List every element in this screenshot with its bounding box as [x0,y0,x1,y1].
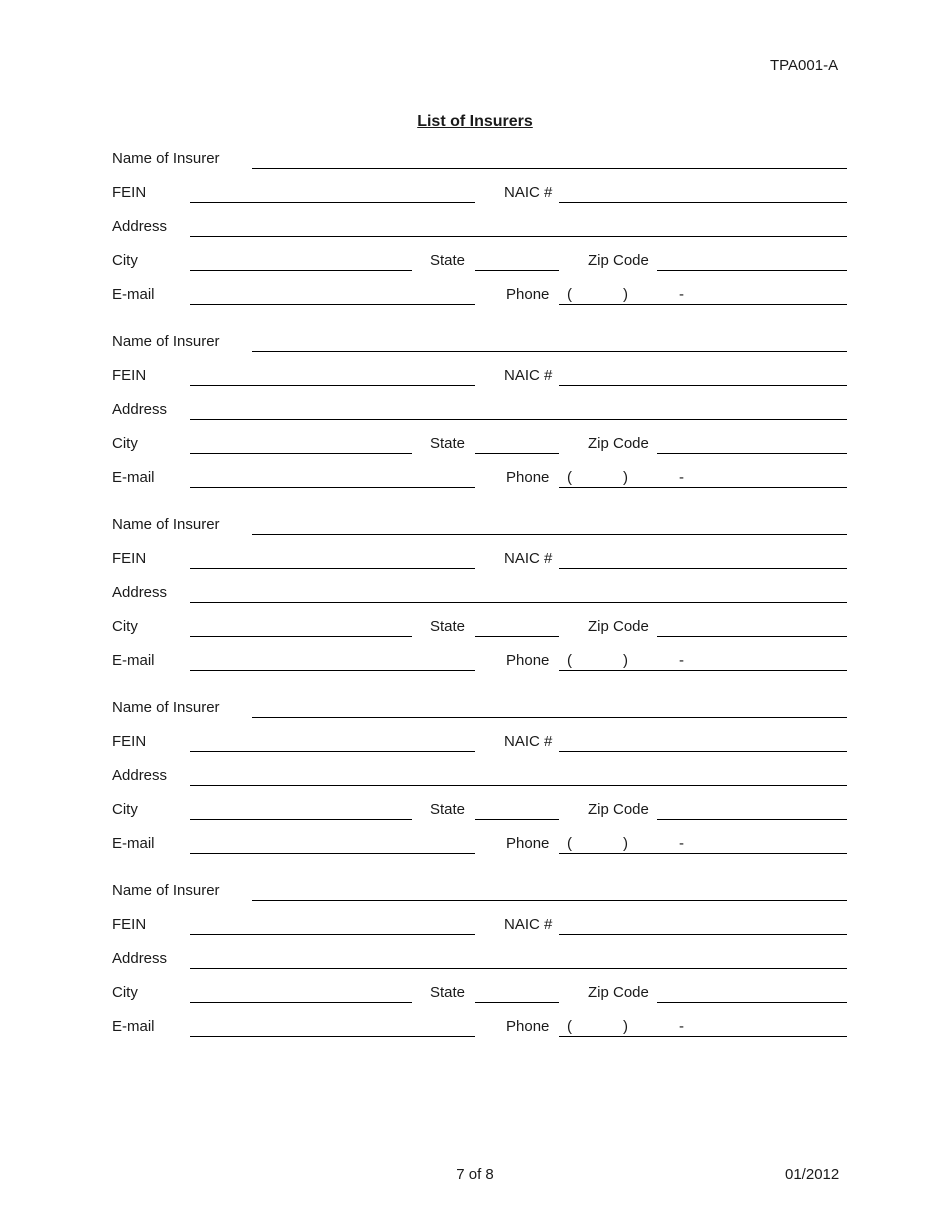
email-field[interactable] [190,835,475,854]
label-fein: FEIN [112,550,147,567]
name-of-insurer-field[interactable] [252,516,847,535]
name-of-insurer-field[interactable] [252,333,847,352]
fein-field[interactable] [190,184,475,203]
phone-field[interactable] [559,1018,847,1037]
label-phone: Phone [506,286,550,303]
name-of-insurer-field[interactable] [252,699,847,718]
city-field[interactable] [190,618,412,637]
label-address: Address [112,767,168,784]
naic-field[interactable] [559,550,847,569]
revision-date: 01/2012 [785,1166,840,1183]
label-state: State [430,618,466,635]
phone-dash: - [679,286,684,303]
phone-dash: - [679,652,684,669]
insurer-block-5 [0,882,950,1057]
page-title: List of Insurers [417,113,533,130]
label-city: City [112,984,138,1001]
naic-field[interactable] [559,916,847,935]
address-field[interactable] [190,401,847,420]
phone-close-paren: ) [623,469,628,486]
zip-code-field[interactable] [657,618,847,637]
label-name-of-insurer: Name of Insurer [112,150,220,167]
label-address: Address [112,584,168,601]
insurer-block-2 [0,333,950,508]
label-state: State [430,435,466,452]
zip-code-field[interactable] [657,984,847,1003]
address-field[interactable] [190,218,847,237]
phone-open-paren: ( [567,652,572,669]
label-state: State [430,984,466,1001]
address-field[interactable] [190,950,847,969]
label-phone: Phone [506,835,550,852]
page-number: 7 of 8 [456,1166,494,1183]
phone-open-paren: ( [567,469,572,486]
state-field[interactable] [475,435,559,454]
label-address: Address [112,401,168,418]
city-field[interactable] [190,984,412,1003]
label-phone: Phone [506,1018,550,1035]
insurer-block-3 [0,516,950,691]
label-email: E-mail [112,469,155,486]
label-naic: NAIC # [504,733,553,750]
phone-dash: - [679,469,684,486]
label-city: City [112,435,138,452]
label-zip-code: Zip Code [588,618,649,635]
label-name-of-insurer: Name of Insurer [112,516,220,533]
email-field[interactable] [190,469,475,488]
email-field[interactable] [190,286,475,305]
label-city: City [112,252,138,269]
zip-code-field[interactable] [657,252,847,271]
fein-field[interactable] [190,916,475,935]
city-field[interactable] [190,435,412,454]
label-naic: NAIC # [504,550,553,567]
phone-open-paren: ( [567,835,572,852]
zip-code-field[interactable] [657,801,847,820]
label-naic: NAIC # [504,184,553,201]
state-field[interactable] [475,801,559,820]
label-name-of-insurer: Name of Insurer [112,699,220,716]
state-field[interactable] [475,984,559,1003]
phone-open-paren: ( [567,1018,572,1035]
label-fein: FEIN [112,184,147,201]
address-field[interactable] [190,767,847,786]
phone-close-paren: ) [623,286,628,303]
zip-code-field[interactable] [657,435,847,454]
phone-field[interactable] [559,652,847,671]
label-naic: NAIC # [504,367,553,384]
label-email: E-mail [112,1018,155,1035]
label-name-of-insurer: Name of Insurer [112,882,220,899]
insurer-block-1 [0,150,950,325]
label-fein: FEIN [112,367,147,384]
phone-dash: - [679,1018,684,1035]
name-of-insurer-field[interactable] [252,882,847,901]
naic-field[interactable] [559,733,847,752]
email-field[interactable] [190,1018,475,1037]
label-zip-code: Zip Code [588,984,649,1001]
label-phone: Phone [506,652,550,669]
fein-field[interactable] [190,550,475,569]
address-field[interactable] [190,584,847,603]
label-email: E-mail [112,286,155,303]
phone-close-paren: ) [623,835,628,852]
phone-open-paren: ( [567,286,572,303]
phone-field[interactable] [559,469,847,488]
name-of-insurer-field[interactable] [252,150,847,169]
label-fein: FEIN [112,733,147,750]
label-zip-code: Zip Code [588,252,649,269]
label-address: Address [112,950,168,967]
state-field[interactable] [475,618,559,637]
fein-field[interactable] [190,733,475,752]
label-email: E-mail [112,835,155,852]
label-address: Address [112,218,168,235]
city-field[interactable] [190,252,412,271]
phone-dash: - [679,835,684,852]
city-field[interactable] [190,801,412,820]
label-zip-code: Zip Code [588,435,649,452]
label-city: City [112,801,138,818]
label-fein: FEIN [112,916,147,933]
label-phone: Phone [506,469,550,486]
label-city: City [112,618,138,635]
phone-field[interactable] [559,286,847,305]
label-email: E-mail [112,652,155,669]
phone-field[interactable] [559,835,847,854]
label-naic: NAIC # [504,916,553,933]
label-name-of-insurer: Name of Insurer [112,333,220,350]
label-state: State [430,801,466,818]
email-field[interactable] [190,652,475,671]
insurer-block-4 [0,699,950,874]
label-state: State [430,252,466,269]
fein-field[interactable] [190,367,475,386]
label-zip-code: Zip Code [588,801,649,818]
naic-field[interactable] [559,367,847,386]
naic-field[interactable] [559,184,847,203]
phone-close-paren: ) [623,652,628,669]
state-field[interactable] [475,252,559,271]
phone-close-paren: ) [623,1018,628,1035]
form-id: TPA001-A [770,57,839,74]
